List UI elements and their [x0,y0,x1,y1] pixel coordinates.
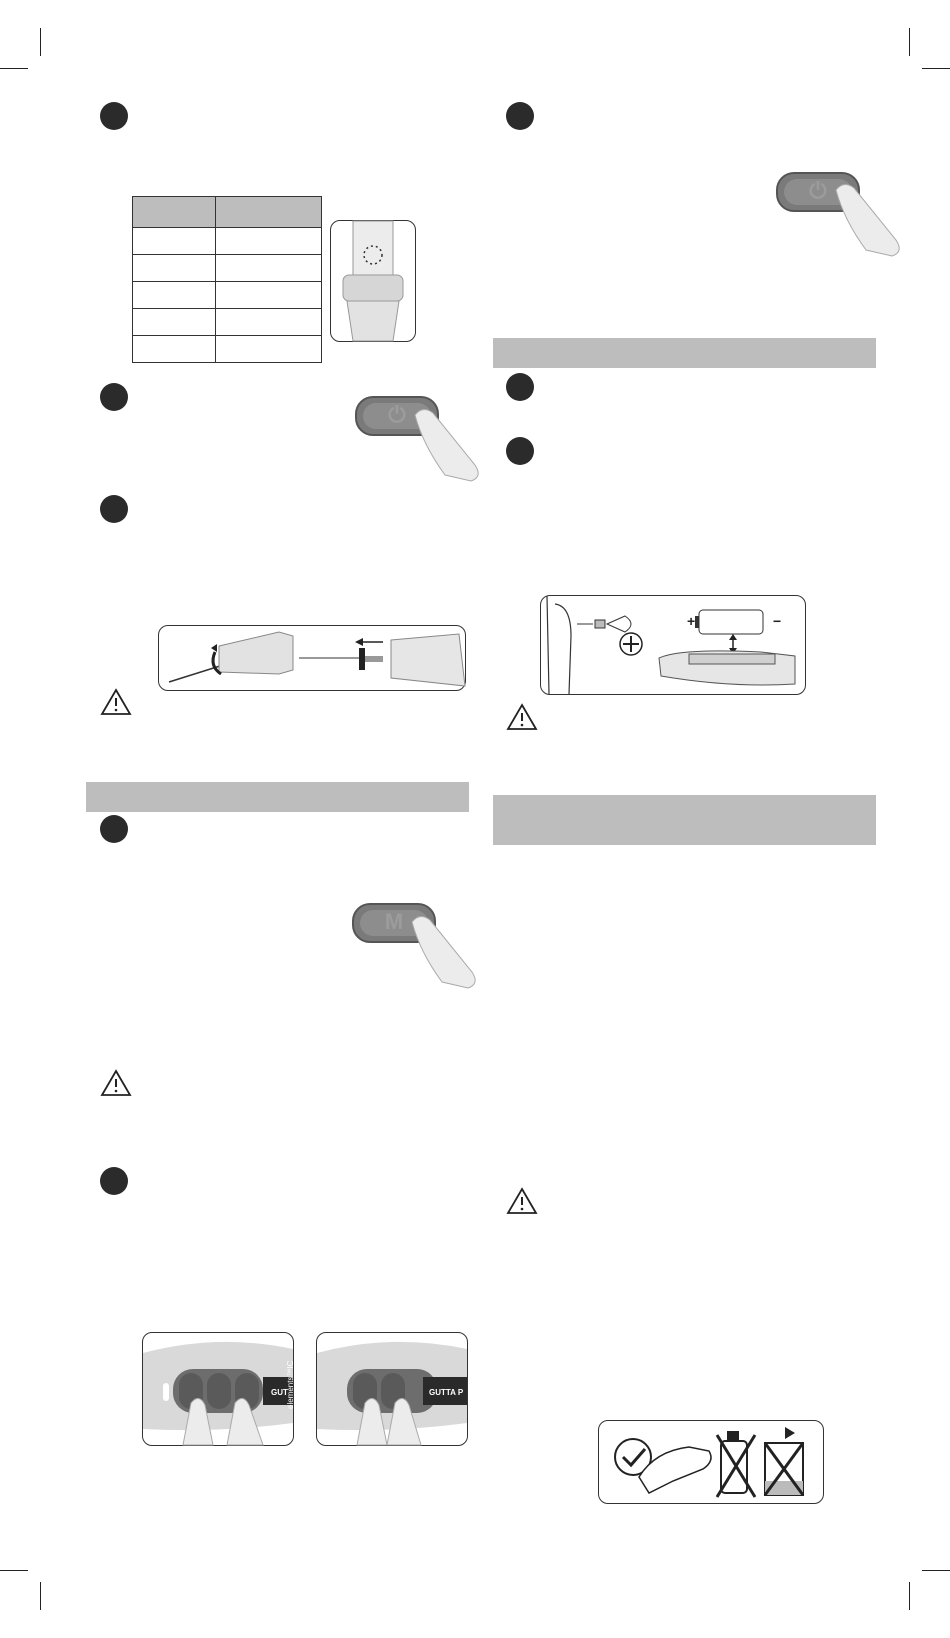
step-bullet [506,373,534,401]
crop-mark [0,1570,28,1571]
crop-mark [909,28,910,56]
crop-mark [909,1582,910,1610]
table-header-cell [216,197,322,228]
step-bullet [506,102,534,130]
mode-icon: M [384,909,404,934]
finger-icon [405,405,485,485]
table-row [133,336,322,363]
section-header-band-tall [493,795,876,845]
warning-triangle-icon [100,1069,132,1097]
step-bullet [100,495,128,523]
no-spray-icon [717,1431,755,1497]
warning-triangle-icon [100,688,132,716]
needle-attachment-illustration [159,626,465,690]
table-cell [216,255,322,282]
battery-illustration [541,596,805,694]
table-cell [133,228,216,255]
section-header-band [493,338,876,368]
display-screen-text: GUTTA P [429,1388,464,1397]
display-illustration [143,1333,293,1445]
handpiece-display-figure-right [316,1332,468,1446]
table-cell [133,309,216,336]
table-cell [216,309,322,336]
no-immersion-icon [765,1427,803,1495]
reference-table [132,196,322,363]
table-cell [133,282,216,309]
power-icon: ⏻ [388,402,406,427]
table-row [133,282,322,309]
table-cell [133,336,216,363]
battery-replacement-figure [540,595,806,695]
needle-attachment-figure [158,625,466,691]
cleaning-symbols [599,1421,823,1503]
table-cell [216,336,322,363]
finger-icon [826,180,906,260]
crop-mark [922,68,950,69]
battery-minus-sign: − [773,613,782,629]
handpiece-led-figure [330,220,416,342]
table-cell [216,282,322,309]
power-icon: ⏻ [809,178,827,203]
battery-plus-sign: + [687,613,696,629]
table-cell [133,255,216,282]
finger-icon [402,912,482,992]
crop-mark [40,1582,41,1610]
display-screen-text: GUT [271,1388,288,1397]
table-header-row [133,197,322,228]
warning-triangle-icon [506,703,538,731]
display-illustration [317,1333,467,1445]
step-bullet [100,1167,128,1195]
table-cell [216,228,322,255]
crop-mark [922,1570,950,1571]
step-bullet [100,102,128,130]
handpiece-illustration [331,221,415,341]
cleaning-symbols-figure [598,1420,824,1504]
table-row [133,309,322,336]
step-bullet [100,383,128,411]
table-header-cell [133,197,216,228]
handpiece-display-figure-left [142,1332,294,1446]
brand-label: elements™IC [286,1360,295,1409]
table-row [133,228,322,255]
step-bullet [506,437,534,465]
crop-mark [0,68,28,69]
crop-mark [40,28,41,56]
section-header-band [86,782,469,812]
warning-triangle-icon [506,1187,538,1215]
step-bullet [100,815,128,843]
table-row [133,255,322,282]
